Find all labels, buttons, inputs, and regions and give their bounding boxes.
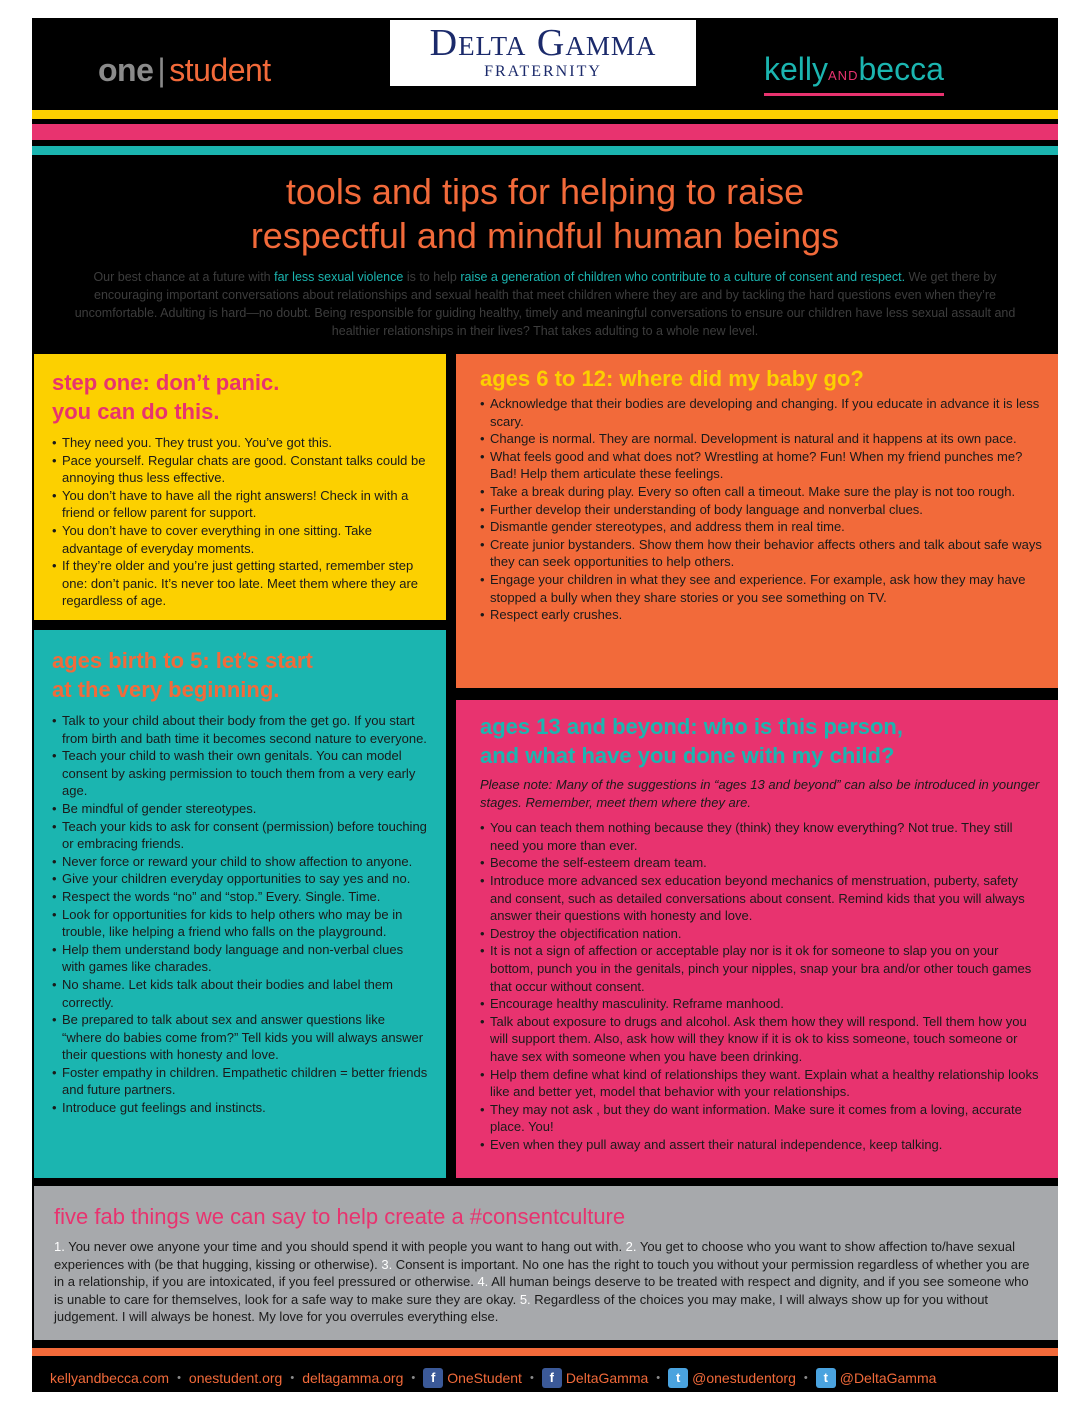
list-item: • Be prepared to talk about sex and answer questions like “where do babies come from?” Tell kids you will always answer their questions with honesty and love. — [52, 1011, 428, 1064]
logo-becca: becca — [858, 51, 944, 87]
title-line-1: tools and tips for helping to raise — [285, 171, 805, 212]
item-text: You never owe anyone your time and you should spend it with people you want to hang out with. — [64, 1239, 626, 1254]
list-item: • Become the self-esteem dream team. — [480, 854, 1042, 872]
twitter-icon: t — [668, 1368, 688, 1388]
separator: • — [656, 1372, 661, 1384]
list-item: • Give your children everyday opportunities to say yes and no. — [52, 870, 428, 888]
facebook-deltagamma[interactable] — [542, 1368, 648, 1388]
birth-to-5-list — [52, 712, 428, 1117]
facebook-label: OneStudent — [447, 1370, 522, 1386]
intro-paragraph — [72, 268, 1018, 340]
link-deltagamma[interactable]: deltagamma.org — [302, 1370, 404, 1386]
list-item: • Be mindful of gender stereotypes. — [52, 800, 428, 818]
list-item: • You don’t have to have all the right answers! Check in with a friend or fellow parent for support. — [52, 487, 428, 522]
list-item: • Further develop their understanding of body language and nonverbal clues. — [480, 501, 1042, 519]
item-text: Regardless of the choices you may make, I will always show up for you without judgement. I will always be honest. My love for you overrules everything else. — [54, 1291, 989, 1325]
list-item: • Respect the words “no” and “stop.” Every. Single. Time. — [52, 888, 428, 906]
list-item: • Take a break during play. Every so often call a timeout. Make sure the play is not too rough. — [480, 483, 1042, 501]
facebook-icon: f — [542, 1368, 562, 1388]
separator: • — [411, 1372, 416, 1384]
list-item: • Never force or reward your child to show affection to anyone. — [52, 853, 428, 871]
one-student-logo — [98, 52, 271, 89]
list-item: • Change is normal. They are normal. Development is natural and it happens at its own pace. — [480, 430, 1042, 448]
item-text: All human beings deserve to be treated with respect and dignity, and if you see someone who is unable to care for themselves, look for a safe way to make sure they are okay. — [54, 1274, 1029, 1307]
ages-6-12-list — [480, 395, 1042, 624]
list-item: • What feels good and what does not? Wrestling at home? Fun! When my friend punches me? Bad! Help them articulate these feelings. — [480, 448, 1042, 483]
ages-13-list — [480, 819, 1042, 1153]
facebook-icon: f — [423, 1368, 443, 1388]
link-kellyandbecca[interactable]: kellyandbecca.com — [50, 1370, 170, 1386]
list-item: • Acknowledge that their bodies are developing and changing. If you educate in advance it is less scary. — [480, 395, 1042, 430]
delta-gamma-fraternity: FRATERNITY — [484, 63, 602, 80]
heading-line: at the very beginning. — [52, 677, 280, 702]
ages-13-panel — [456, 700, 1058, 1178]
list-item: • You can teach them nothing because they (think) they know everything? Not true. They still need you more than ever. — [480, 819, 1042, 854]
twitter-deltagamma[interactable] — [816, 1368, 937, 1388]
intro-highlight: far less sexual violence — [274, 270, 404, 284]
list-item: • Teach your child to wash their own genitals. You can model consent by asking permission to touch them from a very early age. — [52, 747, 428, 800]
item-number: 3. — [381, 1256, 393, 1272]
delta-gamma-name: Delta Gamma — [429, 22, 657, 64]
list-item: • It is not a sign of affection or acceptable play nor is it ok for someone to slap you on your bottom, punch you in the genitals, pinch your nipples, snap your bra and/or other touch games that occur without consent. — [480, 942, 1042, 995]
facebook-label: DeltaGamma — [565, 1370, 649, 1386]
link-onestudent[interactable]: onestudent.org — [188, 1370, 283, 1386]
kelly-and-becca-logo — [764, 52, 944, 96]
item-number: 5. — [519, 1291, 531, 1307]
item-text: You get to choose who you want to show affection to/have sexual experiences with (be that hugging, kissing or otherwise). — [54, 1239, 1015, 1272]
pink-stripe — [32, 124, 1058, 140]
separator: • — [803, 1372, 808, 1384]
list-item: • Introduce gut feelings and instincts. — [52, 1099, 428, 1117]
step-one-list — [52, 434, 428, 610]
step-one-panel — [34, 354, 446, 620]
item-text: Consent is important. No one has the right to touch you without your permission regardless of whether you are in a relationship, if you are intoxicated, if you feel pressured or otherwise. — [54, 1256, 1030, 1290]
heading-line: you can do this. — [52, 399, 220, 424]
ages-13-heading — [480, 712, 1042, 770]
logo-divider: | — [157, 52, 166, 88]
logo-student-text: student — [169, 52, 271, 88]
item-number: 4. — [477, 1274, 489, 1290]
list-item: • If they’re older and you’re just getting started, remember step one: don’t panic. It’s never too late. Meet them where they are regardless of age. — [52, 557, 428, 610]
list-item: • Foster empathy in children. Empathetic children = better friends and future partners. — [52, 1064, 428, 1099]
list-item: • Teach your kids to ask for consent (permission) before touching or embracing friends. — [52, 818, 428, 853]
logo-one-text: one — [98, 52, 154, 88]
five-fab-panel — [34, 1186, 1058, 1340]
birth-to-5-heading — [52, 646, 428, 704]
list-item: • Talk about exposure to drugs and alcohol. Ask them how they will respond. Tell them how you will support them. Also, ask how will they know if it is ok to kiss someone, touch someone or have sex with someone when you have been drinking. — [480, 1013, 1042, 1066]
intro-text: is to help — [403, 270, 461, 284]
list-item: • Help them understand body language and non-verbal clues with games like charades. — [52, 941, 428, 976]
heading-line: and what have you done with my child? — [480, 743, 895, 768]
logo-and: AND — [828, 68, 859, 83]
heading-line: ages 13 and beyond: who is this person, — [480, 714, 903, 739]
ages-6-12-heading: ages 6 to 12: where did my baby go? — [480, 366, 864, 391]
ages-13-note: Please note: Many of the suggestions in “ages 13 and beyond” can also be introduced in younger stages. Remember, meet them where they are. — [480, 777, 1040, 810]
five-fab-heading: five fab things we can say to help create a #consentculture — [54, 1204, 626, 1229]
bottom-orange-stripe — [32, 1348, 1058, 1356]
separator: • — [177, 1372, 181, 1384]
list-item: • They may not ask , but they do want information. Make sure it comes from a loving, accurate place. You! — [480, 1101, 1042, 1136]
list-item: • They need you. They trust you. You’ve got this. — [52, 434, 428, 452]
five-fab-text — [54, 1238, 1038, 1326]
list-item: • Help them define what kind of relationships they want. Explain what a healthy relationship looks like and better yet, model that behavior with your relationships. — [480, 1066, 1042, 1101]
list-item: • Respect early crushes. — [480, 606, 1042, 624]
list-item: • Encourage healthy masculinity. Reframe manhood. — [480, 995, 1042, 1013]
list-item: • Destroy the objectification nation. — [480, 925, 1042, 943]
flyer — [32, 18, 1058, 1392]
list-item: • Look for opportunities for kids to help others who may be in trouble, like helping a friend who falls on the playground. — [52, 906, 428, 941]
list-item: • Even when they pull away and assert their natural independence, keep talking. — [480, 1136, 1042, 1154]
ages-6-12-panel — [456, 354, 1058, 688]
heading-line: step one: don’t panic. — [52, 370, 280, 395]
list-item: • Dismantle gender stereotypes, and address them in real time. — [480, 518, 1042, 536]
twitter-icon: t — [816, 1368, 836, 1388]
twitter-onestudentorg[interactable] — [668, 1368, 796, 1388]
item-number: 1. — [54, 1239, 65, 1254]
twitter-label: @DeltaGamma — [839, 1370, 937, 1386]
page-title — [32, 170, 1058, 258]
delta-gamma-logo — [390, 20, 696, 86]
birth-to-5-panel — [34, 630, 446, 1178]
intro-highlight: raise a generation of children who contribute to a culture of consent and respect. — [460, 270, 906, 284]
list-item: • Create junior bystanders. Show them how their behavior affects others and talk about safe ways they can seek opportunities to help others. — [480, 536, 1042, 571]
heading-line: ages birth to 5: let’s start — [52, 648, 313, 673]
list-item: • You don’t have to cover everything in one sitting. Take advantage of everyday moments. — [52, 522, 428, 557]
list-item: • No shame. Let kids talk about their bodies and label them correctly. — [52, 976, 428, 1011]
intro-text: We get there by encouraging important conversations about relationships and sexual health that meet children where they are and by tackling the hard questions even when they’re uncomfortable. Adulting is hard—no doubt. Being responsible for guiding healthy, timely and meaningful conversations to ensure our children have less sexual assault and healthier relationships in their lives? That takes adulting to a whole new level. — [74, 270, 1016, 338]
step-one-heading — [52, 368, 428, 426]
intro-text: Our best chance at a future with — [93, 270, 275, 284]
list-item: • Engage your children in what they see and experience. For example, ask how they may have stopped a bully when they share stories or you see something on TV. — [480, 571, 1042, 606]
separator: • — [290, 1372, 295, 1384]
teal-stripe — [32, 146, 1058, 155]
facebook-onestudent[interactable] — [423, 1368, 522, 1388]
separator: • — [529, 1372, 534, 1384]
logo-kelly: kelly — [764, 51, 829, 87]
list-item: • Talk to your child about their body from the get go. If you start from birth and bath time it becomes second nature to everyone. — [52, 712, 428, 747]
yellow-stripe — [32, 110, 1058, 119]
title-line-2: respectful and mindful human beings — [250, 215, 840, 256]
footer — [50, 1368, 1050, 1388]
twitter-label: @onestudentorg — [692, 1370, 796, 1386]
item-number: 2. — [625, 1239, 637, 1254]
list-item: • Pace yourself. Regular chats are good. Constant talks could be annoying thus less effective. — [52, 452, 428, 487]
list-item: • Introduce more advanced sex education beyond mechanics of menstruation, puberty, safety and consent, such as detailed conversations about consent. Remind kids that you will always answer their questions with honesty and love. — [480, 872, 1042, 925]
